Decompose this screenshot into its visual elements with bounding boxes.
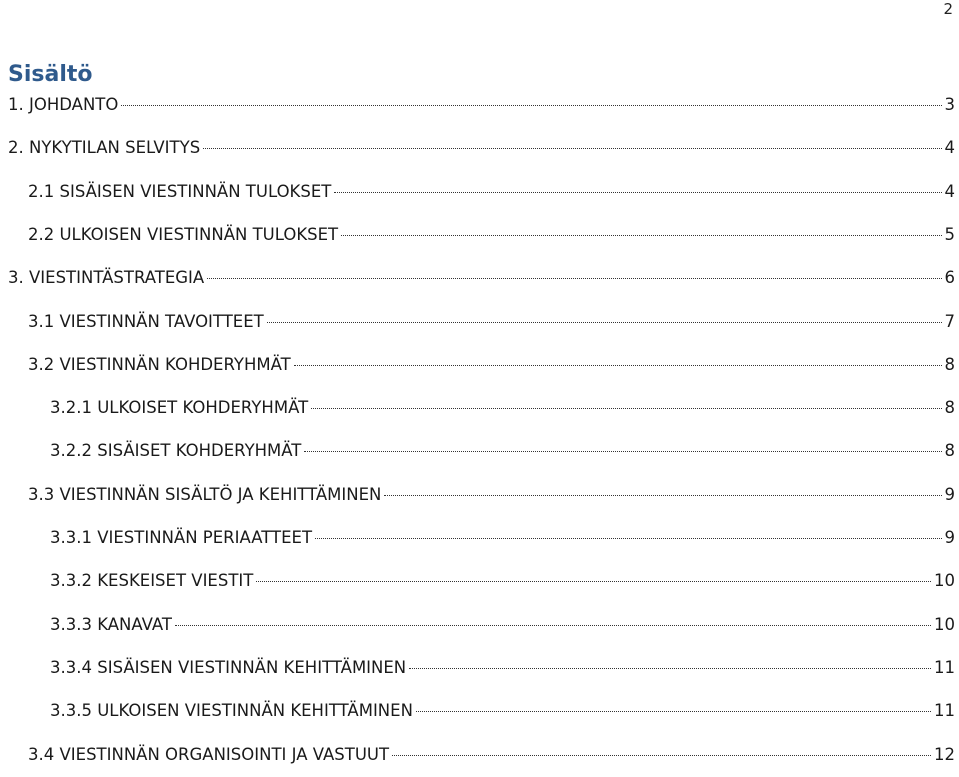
toc-entry-label: 3.3.3 KANAVAT [50, 614, 172, 634]
toc-entry[interactable] [28, 355, 955, 385]
toc-entry-label: 3.1 VIESTINNÄN TAVOITTEET [28, 311, 264, 331]
toc-entry-page: 8 [944, 398, 955, 418]
toc-entry[interactable] [50, 615, 955, 645]
toc-entry-page: 4 [944, 181, 955, 201]
toc-entry-label: 3.2.1 ULKOISET KOHDERYHMÄT [50, 398, 309, 418]
toc-entry-page: 10 [934, 614, 955, 634]
toc-entry[interactable] [28, 312, 955, 342]
toc-dot-leader [256, 581, 931, 582]
toc-entry[interactable] [28, 182, 955, 212]
toc-entry-page: 7 [944, 311, 955, 331]
toc-entry-page: 9 [944, 484, 955, 504]
toc-entry[interactable] [50, 701, 955, 731]
toc-entry-page: 6 [944, 268, 955, 288]
toc-entry-page: 12 [934, 744, 955, 764]
toc-entry[interactable] [28, 225, 955, 255]
toc-entry[interactable] [50, 441, 955, 471]
toc-entry-label: 3.3.1 VIESTINNÄN PERIAATTEET [50, 528, 313, 547]
toc-entry-page: 3 [944, 95, 955, 114]
toc-title: Sisältö [8, 62, 93, 87]
toc-dot-leader [203, 148, 941, 149]
toc-entry-page: 9 [944, 528, 955, 547]
toc-entry[interactable] [8, 95, 955, 125]
toc-entry[interactable] [8, 138, 955, 168]
toc-entry-label: 3.4 VIESTINNÄN ORGANISOINTI JA VASTUUT [28, 744, 390, 764]
toc-entry[interactable] [28, 485, 955, 515]
toc-dot-leader [416, 711, 931, 712]
toc-dot-leader [334, 192, 941, 193]
toc-entry-label: 3.3 VIESTINNÄN SISÄLTÖ JA KEHITTÄMINEN [28, 484, 382, 504]
toc-dot-leader [409, 668, 931, 669]
toc-entry-page: 5 [944, 224, 955, 244]
toc-entry-label: 3.2 VIESTINNÄN KOHDERYHMÄT [28, 354, 291, 374]
toc-entry[interactable] [50, 571, 955, 601]
toc-entry[interactable] [50, 658, 955, 688]
toc-dot-leader [392, 755, 931, 756]
toc-dot-leader [315, 538, 941, 539]
toc-dot-leader [294, 365, 942, 366]
toc-entry-page: 8 [944, 354, 955, 374]
toc-entry-page: 10 [934, 571, 955, 591]
toc-entry-label: 2. NYKYTILAN SELVITYS [8, 138, 201, 158]
toc-dot-leader [341, 235, 941, 236]
toc-entry-page: 4 [944, 138, 955, 158]
toc-entry-page: 8 [944, 441, 955, 461]
toc-entry-label: 3.3.2 KESKEISET VIESTIT [50, 571, 254, 591]
toc-dot-leader [207, 278, 941, 279]
toc-dot-leader [311, 408, 941, 409]
toc-entry-label: 2.2 ULKOISEN VIESTINNÄN TULOKSET [28, 224, 339, 244]
toc-entry-label: 2.1 SISÄISEN VIESTINNÄN TULOKSET [28, 181, 332, 201]
toc-entry-label: 3. VIESTINTÄSTRATEGIA [8, 268, 205, 288]
toc-entry[interactable] [50, 528, 955, 558]
toc-entry-label: 3.3.5 ULKOISEN VIESTINNÄN KEHITTÄMINEN [50, 701, 413, 721]
toc-entry-label: 1. JOHDANTO [8, 95, 119, 114]
toc-entry[interactable] [28, 745, 955, 775]
toc-dot-leader [175, 625, 931, 626]
toc-dot-leader [267, 322, 942, 323]
toc-dot-leader [304, 451, 941, 452]
toc-entry-label: 3.3.4 SISÄISEN VIESTINNÄN KEHITTÄMINEN [50, 657, 407, 677]
toc-dot-leader [384, 495, 941, 496]
toc-entry-label: 3.2.2 SISÄISET KOHDERYHMÄT [50, 441, 302, 461]
toc-dot-leader [121, 105, 941, 106]
toc-entry[interactable] [8, 268, 955, 298]
toc-entry-page: 11 [934, 657, 955, 677]
page-number: 2 [943, 0, 953, 18]
toc-entry[interactable] [50, 398, 955, 428]
toc-entry-page: 11 [934, 701, 955, 721]
